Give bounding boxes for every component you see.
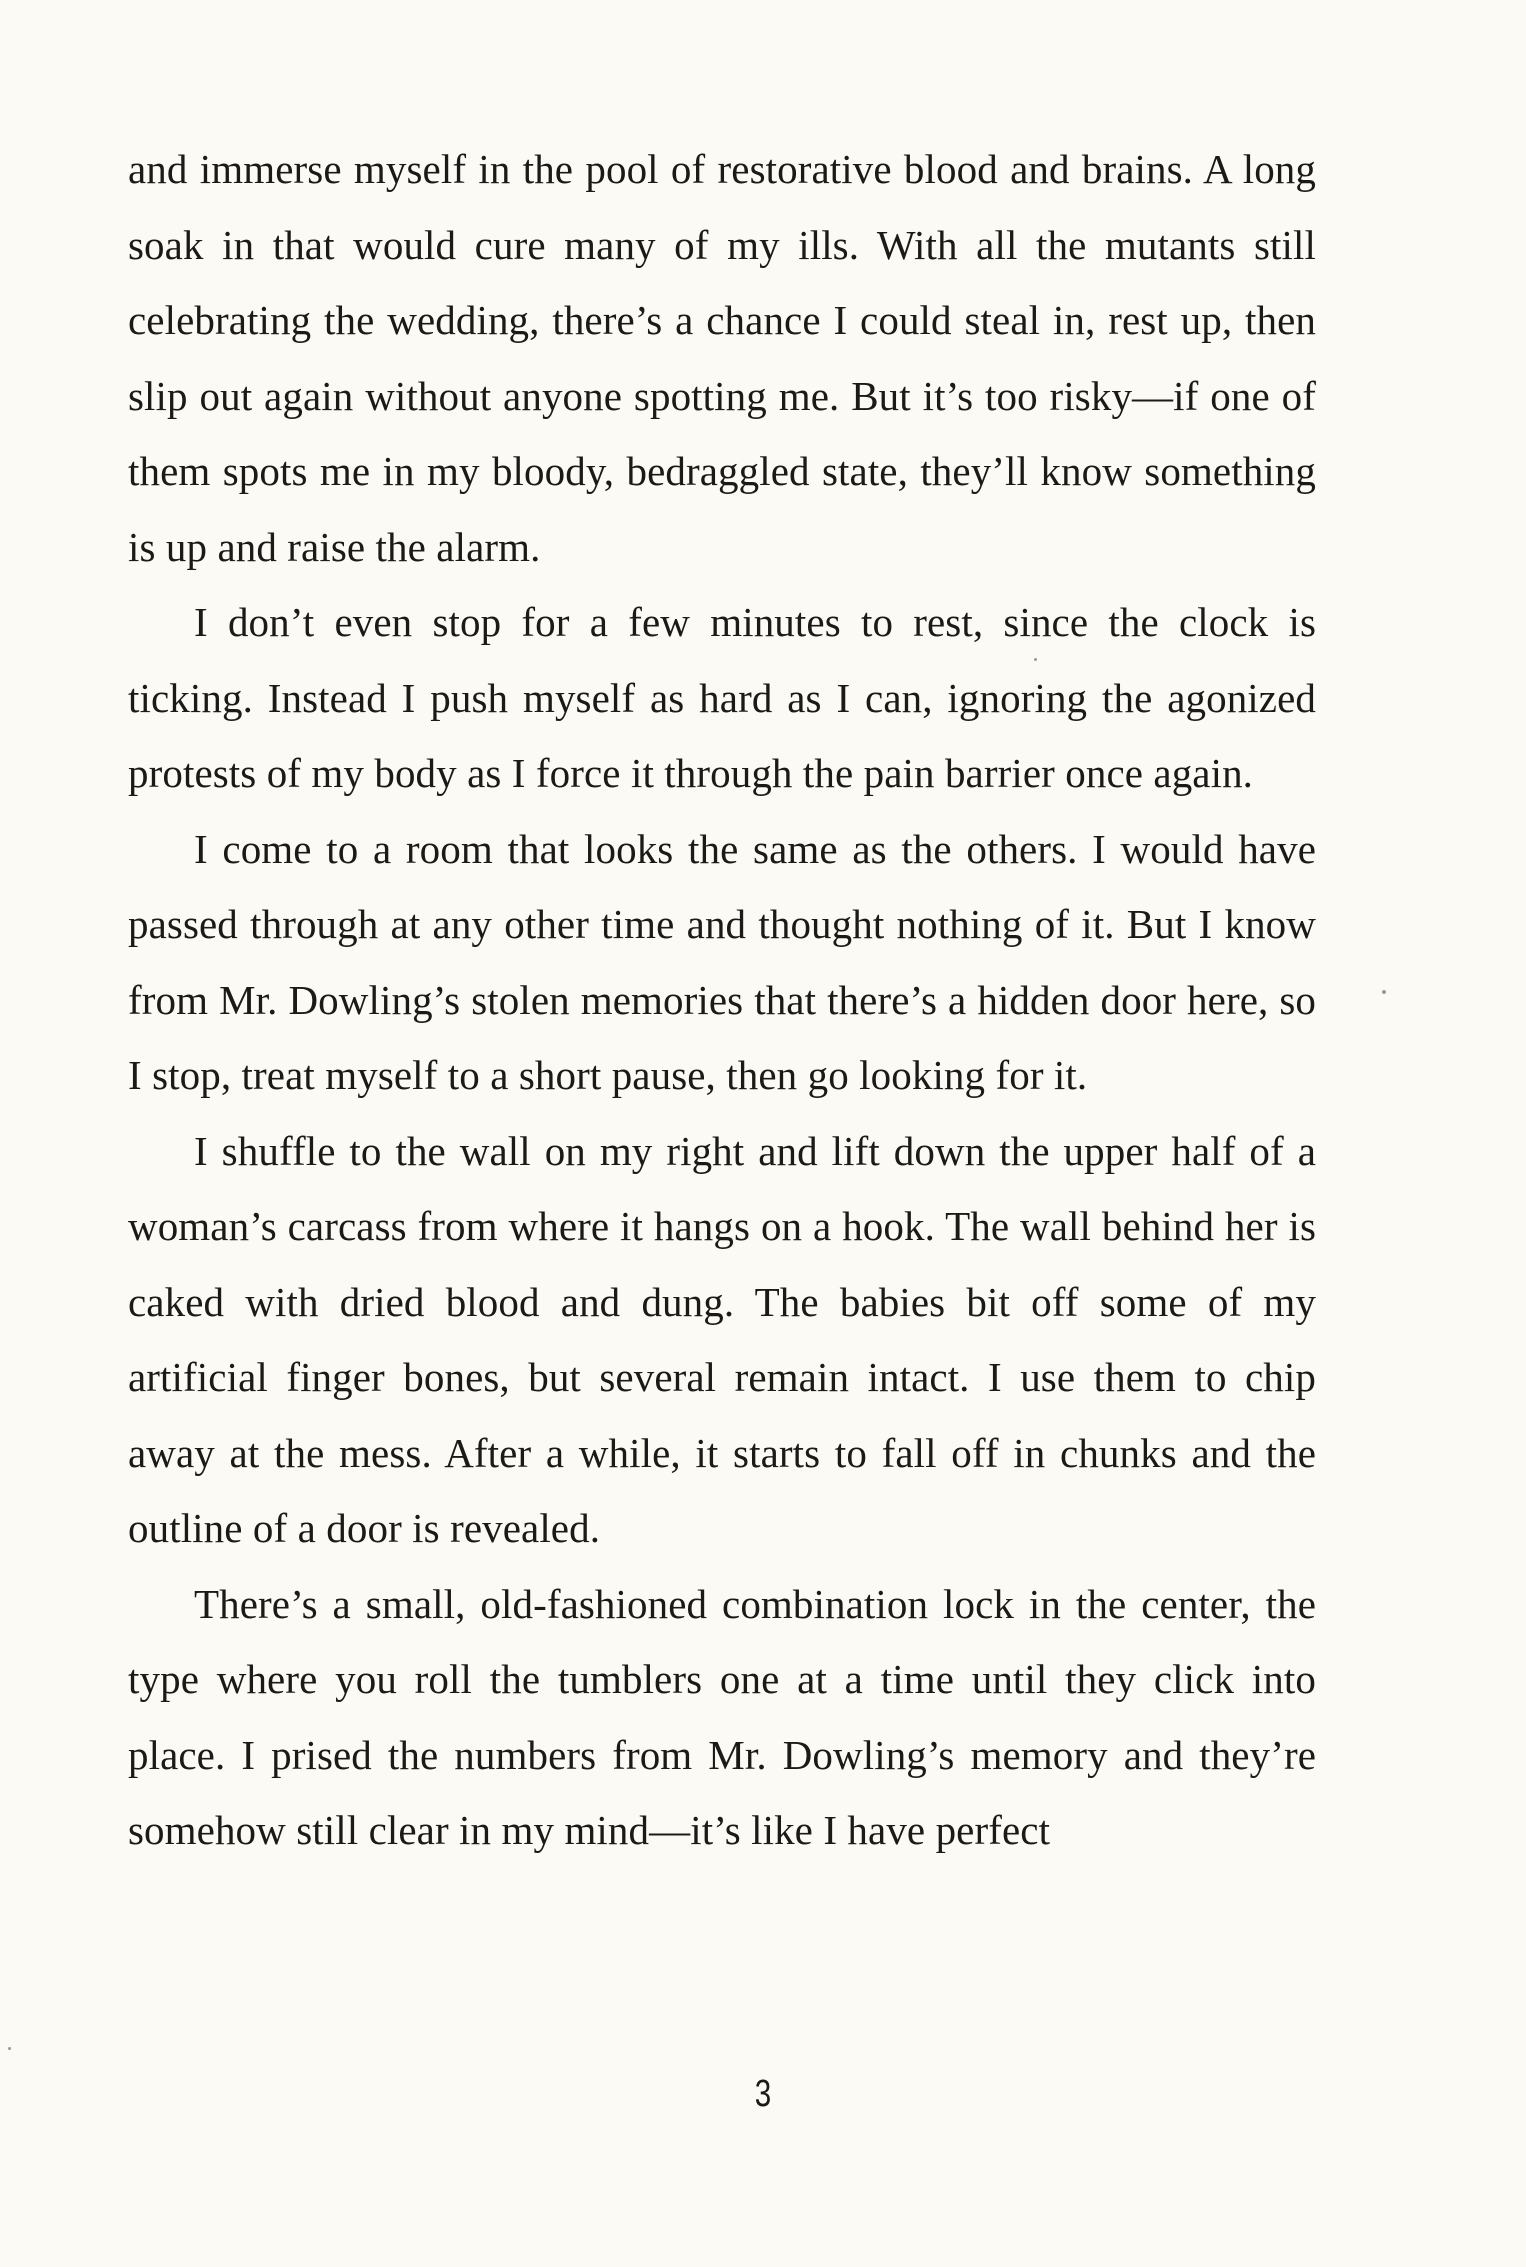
scan-speck <box>1382 990 1386 994</box>
scan-speck <box>8 2047 11 2050</box>
scan-speck <box>1034 658 1037 661</box>
paragraph-1: and immerse myself in the pool of restorative blood and brains. A long soak in that would cure many of my ills. With all the mutants still celebrating the wedding, there’s a chance I could steal in, rest up, then slip out again without anyone spotting me. But it’s too risky—if one of them spots me in my bloody, bedraggled state, they’ll know something is up and raise the alarm. <box>128 146 1316 570</box>
paragraph-3: I come to a room that looks the same as the others. I would have passed through at any other time and thought nothing of it. But I know from Mr. Dowling’s stolen memories that there’s a hidden door here, so I stop, treat myself to a short pause, then go looking for it. <box>128 825 1316 1098</box>
paragraph-2: I don’t even stop for a few minutes to rest, since the clock is ticking. Instead I push myself as hard as I can, ignoring the agonized protests of my body as I force it through the pain barrier once again. <box>128 599 1316 796</box>
paragraph-4: I shuffle to the wall on my right and lift down the upper half of a woman’s carcass from where it hangs on a hook. The wall behind her is caked with dried blood and dung. The babies bit off some of my artificial finger bones, but several remain intact. I use them to chip away at the mess. After a while, it starts to fall off in chunks and the outline of a door is revealed. <box>128 1127 1316 1551</box>
page-number: 3 <box>754 2073 772 2115</box>
paragraph-5: There’s a small, old-fashioned combination lock in the center, the type where you roll the tumblers one at a time until they click into place. I prised the numbers from Mr. Dowling’s memory and they’re somehow still clear in my mind—it’s like I have perfect <box>128 1580 1316 1853</box>
body-text <box>128 132 1316 1869</box>
